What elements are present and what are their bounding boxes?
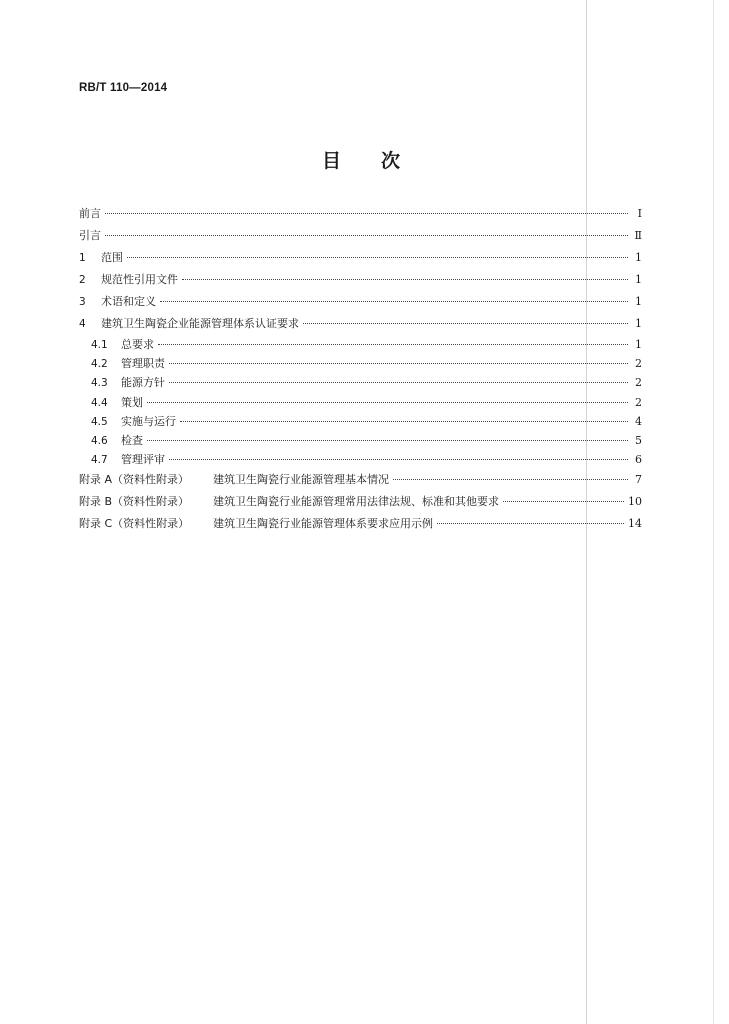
toc-entry-text: 规范性引用文件 [101,273,178,286]
toc-leader-dots [147,440,628,441]
toc-page-number: Ⅱ [634,229,642,242]
toc-leader-dots [105,213,628,214]
toc-leader-dots [127,257,628,258]
toc-leader-dots [160,301,628,302]
toc-entry-foreword[interactable] [79,203,642,225]
toc-page-number: 10 [628,495,642,509]
toc-entry-annex-b[interactable] [79,491,642,513]
scan-edge-line [713,0,714,1024]
toc-entry-number: 4 [79,318,86,330]
toc-page-number: 2 [635,376,642,390]
toc-annex-prefix: 附录 A（资料性附录） [79,473,190,487]
toc-entry-text: 策划 [121,395,143,409]
toc-entry-annex-c[interactable] [79,513,642,535]
toc-page-number: 7 [635,473,642,487]
toc-page-number: 5 [635,433,642,447]
toc-entry-number: 4.7 [91,454,108,467]
toc-entry-text: 引言 [79,229,101,242]
toc-entry-text: 范围 [101,251,123,264]
toc-leader-dots [169,363,628,364]
toc-leader-dots [158,344,628,345]
toc-entry-number: 4.5 [91,415,108,428]
toc-entry-section-4-5[interactable] [79,412,642,431]
toc-annex-prefix: 附录 B（资料性附录） [79,495,190,509]
toc-entry-introduction[interactable] [79,225,642,247]
table-of-contents [79,203,642,535]
toc-leader-dots [105,235,628,236]
toc-leader-dots [147,402,628,403]
toc-page-number: 1 [635,317,642,330]
toc-entry-text: 建筑卫生陶瓷行业能源管理基本情况 [213,473,389,487]
toc-entry-section-4-7[interactable] [79,450,642,469]
toc-entry-number: 2 [79,274,86,286]
toc-page-number: 1 [635,251,642,264]
standard-code: RB/T 110—2014 [79,82,168,94]
toc-page-number: 2 [635,395,642,409]
toc-entry-section-4-6[interactable] [79,431,642,450]
toc-annex-prefix: 附录 C（资料性附录） [79,517,190,531]
toc-entry-number: 1 [79,252,86,264]
toc-leader-dots [437,523,624,524]
toc-entry-number: 4.2 [91,358,108,371]
toc-entry-text: 管理职责 [121,357,165,371]
toc-leader-dots [303,323,628,324]
toc-entry-chapter-4[interactable] [79,313,642,335]
toc-page-number: 2 [635,357,642,371]
toc-leader-dots [169,382,628,383]
toc-entry-number: 4.4 [91,396,108,409]
toc-page-number: 1 [635,295,642,308]
toc-leader-dots [393,479,628,480]
toc-entry-section-4-4[interactable] [79,393,642,412]
toc-entry-text: 术语和定义 [101,295,156,308]
toc-entry-section-4-2[interactable] [79,354,642,373]
toc-entry-text: 建筑卫生陶瓷行业能源管理常用法律法规、标准和其他要求 [213,495,499,509]
toc-entry-text: 建筑卫生陶瓷企业能源管理体系认证要求 [101,317,299,330]
toc-page-number: 14 [628,517,642,531]
toc-entry-chapter-3[interactable] [79,291,642,313]
toc-page-number: 6 [635,453,642,467]
toc-entry-section-4-3[interactable] [79,373,642,392]
toc-entry-section-4-1[interactable] [79,335,642,354]
toc-title: 目次 [322,150,441,172]
toc-entry-text: 能源方针 [121,376,165,390]
toc-leader-dots [182,279,628,280]
toc-entry-text: 总要求 [121,338,154,351]
toc-entry-text: 管理评审 [121,453,165,467]
toc-entry-number: 4.6 [91,434,108,447]
toc-page-number: 1 [635,273,642,286]
toc-entry-annex-a[interactable] [79,469,642,491]
toc-page-number: 1 [635,338,642,351]
toc-entry-number: 4.1 [91,339,108,351]
toc-leader-dots [169,459,628,460]
toc-leader-dots [503,501,624,502]
toc-entry-text: 前言 [79,207,101,220]
toc-page-number: Ⅰ [637,207,642,220]
toc-entry-text: 检查 [121,433,143,447]
toc-entry-chapter-2[interactable] [79,269,642,291]
toc-entry-number: 3 [79,296,86,308]
toc-page-number: 4 [635,414,642,428]
toc-entry-number: 4.3 [91,377,108,390]
toc-entry-text: 实施与运行 [121,414,176,428]
toc-entry-chapter-1[interactable] [79,247,642,269]
toc-entry-text: 建筑卫生陶瓷行业能源管理体系要求应用示例 [213,517,433,531]
toc-leader-dots [180,421,628,422]
